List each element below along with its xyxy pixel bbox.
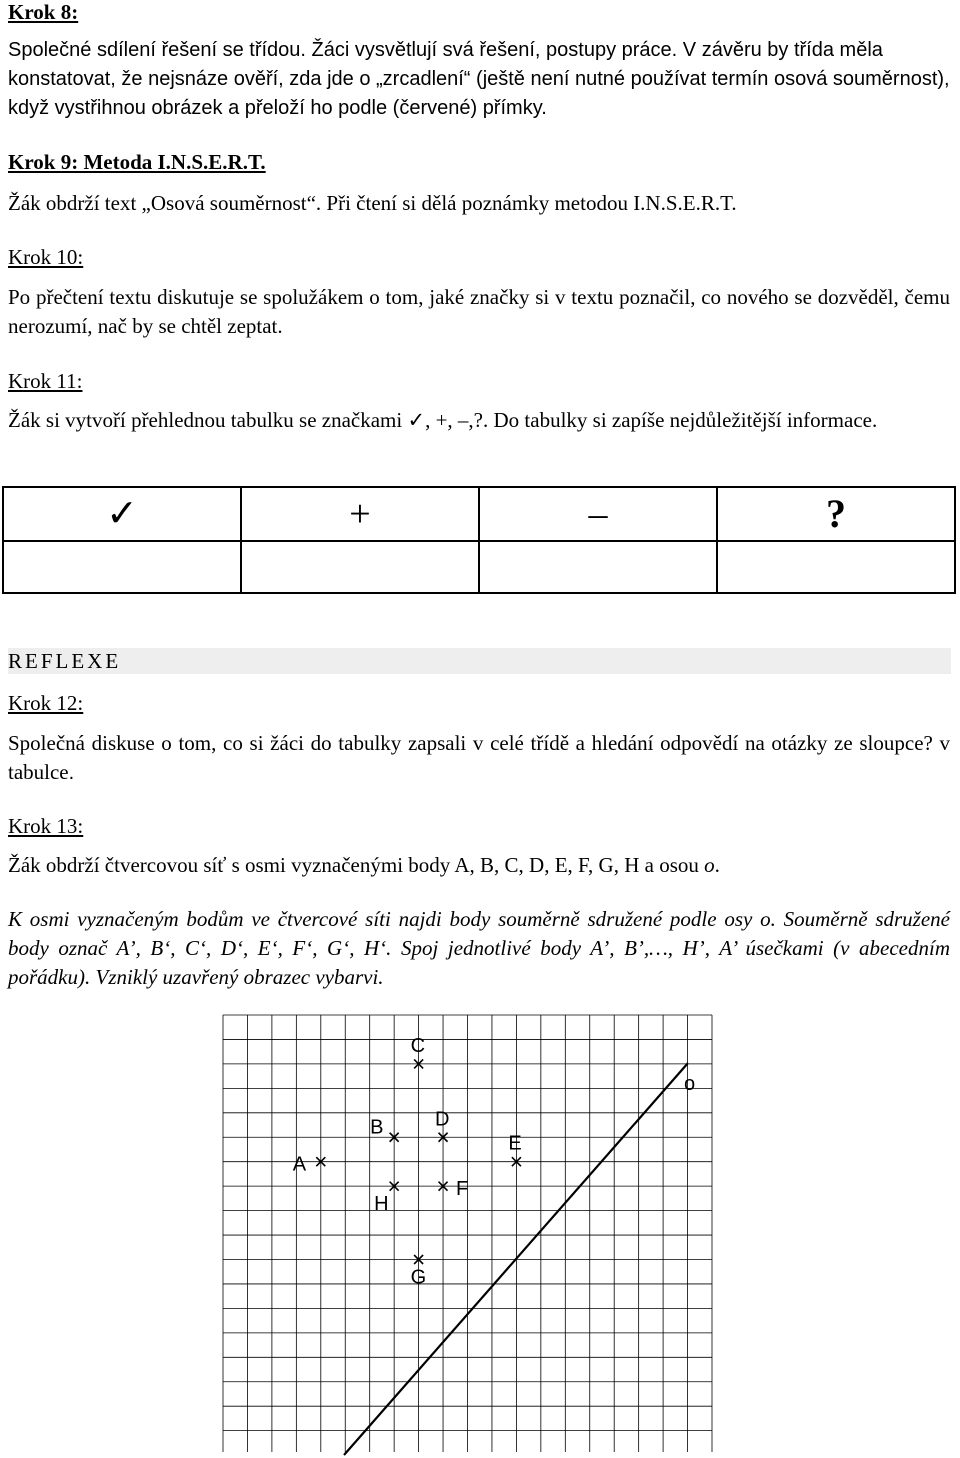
point-label-c: C: [410, 1034, 426, 1057]
step-10-text: Po přečtení textu diskutuje se spolužákem o tom, jaké značky si v textu poznačil, co nového se dozvěděl, čemu nerozumí, nač by se chtěl zeptat.: [8, 285, 950, 338]
point-label-g: G: [410, 1266, 427, 1289]
heading-step-12: Krok 12:: [8, 691, 84, 715]
heading-step-11: Krok 11:: [8, 369, 83, 393]
heading-step-10: Krok 10:: [8, 245, 84, 269]
check-mark-icon: ✓: [407, 408, 426, 432]
step-13-text: Žák obdrží čtvercovou síť s osmi vyznačenými body A, B, C, D, E, F, G, H a osou o.: [8, 853, 720, 877]
step-11-text: Žák si vytvoří přehlednou tabulku se značkami ✓, +, –,?. Do tabulky si zapíše nejdůležitější informace.: [8, 408, 878, 432]
point-label-a: A: [292, 1153, 307, 1176]
grid-lines: [223, 1015, 712, 1452]
step-12-text: Společná diskuse o tom, co si žáci do tabulky zapsali v celé třídě a hledání odpovědí na otázky ze sloupce? v tabulce.: [8, 731, 950, 784]
point-label-f: F: [456, 1178, 469, 1201]
heading-step-13: Krok 13:: [8, 814, 84, 838]
point-label-b: B: [370, 1116, 384, 1139]
table-header-question: ?: [717, 487, 955, 541]
section-title-reflexe: REFLEXE: [8, 649, 122, 673]
table-header-minus: –: [479, 487, 717, 541]
check-mark-icon: ✓: [106, 493, 138, 535]
point-label-d: D: [435, 1108, 450, 1131]
heading-step-9: Krok 9: Metoda I.N.S.E.R.T.: [8, 150, 266, 174]
heading-step-8: Krok 8:: [8, 0, 79, 24]
table-header-plus: +: [241, 487, 479, 541]
step-13-task: K osmi vyznačeným bodům ve čtvercové síti najdi body souměrně sdružené podle osy o. Souměrně sdružené body označ A’, B‘, C‘, D‘, E‘, F‘, G‘, H‘. Spoj jednotlivé body A’, B’,…, H’, A’ úsečkami (v abecedním pořádku). Vzniklý uzavřený obrazec vybarvi.: [8, 907, 950, 989]
point-label-e: E: [508, 1132, 522, 1155]
point-label-h: H: [374, 1193, 389, 1216]
step-8-text: Společné sdílení řešení se třídou. Žáci vysvětlují svá řešení, postupy práce. V závěru by třída měla konstatovat, že nejsnáze ověří, zda jde o „zrcadlení“ (ještě není nutné používat termín osová souměrnost), když vystřihnou obrázek a přeloží ho podle (červené) přímky.: [8, 39, 950, 119]
axis-o-label: o: [684, 1073, 696, 1095]
step-9-text: Žák obdrží text „Osová souměrnost“. Při čtení si dělá poznámky metodou I.N.S.E.R.T.: [8, 191, 737, 215]
